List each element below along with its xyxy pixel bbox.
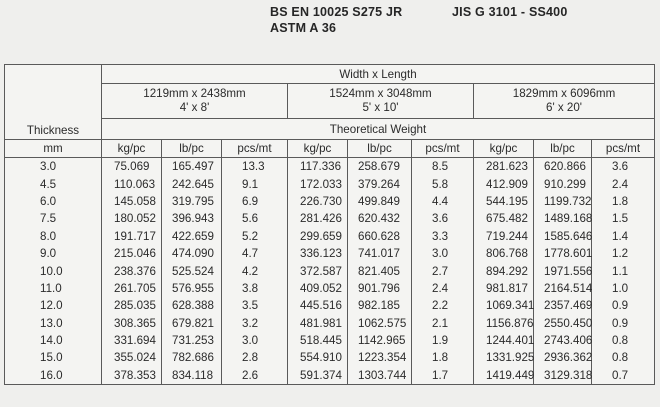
weight-cell: 2936.362 bbox=[534, 349, 592, 366]
weight-cell: 1.2 bbox=[592, 245, 655, 262]
thickness-cell: 3.0 bbox=[5, 158, 102, 176]
table-row bbox=[5, 315, 655, 332]
unit-header: pcs/mt bbox=[592, 140, 655, 158]
weight-cell: 675.482 bbox=[474, 210, 534, 227]
size-metric: 1524mm x 3048mm bbox=[329, 87, 432, 100]
weight-cell: 372.587 bbox=[288, 262, 348, 279]
thickness-cell: 7.5 bbox=[5, 210, 102, 227]
weight-cell: 1.0 bbox=[592, 280, 655, 297]
weight-cell: 110.063 bbox=[102, 175, 162, 192]
weight-cell: 719.244 bbox=[474, 228, 534, 245]
thickness-cell: 4.5 bbox=[5, 175, 102, 192]
weight-cell: 474.090 bbox=[162, 245, 222, 262]
unit-header: pcs/mt bbox=[412, 140, 474, 158]
weight-cell: 258.679 bbox=[348, 158, 412, 176]
weight-cell: 2743.406 bbox=[534, 332, 592, 349]
weight-cell: 982.185 bbox=[348, 297, 412, 314]
weight-cell: 180.052 bbox=[102, 210, 162, 227]
weight-cell: 238.376 bbox=[102, 262, 162, 279]
weight-cell: 554.910 bbox=[288, 349, 348, 366]
weight-cell: 422.659 bbox=[162, 228, 222, 245]
weight-cell: 1244.401 bbox=[474, 332, 534, 349]
weight-cell: 2.1 bbox=[412, 315, 474, 332]
weight-cell: 1223.354 bbox=[348, 349, 412, 366]
table-row bbox=[5, 210, 655, 227]
thickness-cell: 10.0 bbox=[5, 262, 102, 279]
weight-cell: 2164.514 bbox=[534, 280, 592, 297]
unit-header: pcs/mt bbox=[222, 140, 288, 158]
weight-cell: 396.943 bbox=[162, 210, 222, 227]
weight-cell: 336.123 bbox=[288, 245, 348, 262]
size-header-1 bbox=[102, 84, 288, 119]
table-row bbox=[5, 332, 655, 349]
weight-cell: 3.3 bbox=[412, 228, 474, 245]
weight-cell: 1331.925 bbox=[474, 349, 534, 366]
table-row bbox=[5, 193, 655, 210]
weight-cell: 0.9 bbox=[592, 315, 655, 332]
weight-cell: 981.817 bbox=[474, 280, 534, 297]
weight-cell: 4.2 bbox=[222, 262, 288, 279]
weight-cell: 821.405 bbox=[348, 262, 412, 279]
weight-cell: 4.4 bbox=[412, 193, 474, 210]
weight-cell: 2.8 bbox=[222, 349, 288, 366]
weight-cell: 1489.168 bbox=[534, 210, 592, 227]
weight-cell: 499.849 bbox=[348, 193, 412, 210]
weight-cell: 226.730 bbox=[288, 193, 348, 210]
weight-cell: 1199.732 bbox=[534, 193, 592, 210]
standard-bs-en: BS EN 10025 S275 JR bbox=[270, 5, 403, 19]
thickness-cell: 12.0 bbox=[5, 297, 102, 314]
weight-cell: 544.195 bbox=[474, 193, 534, 210]
weight-cell: 319.795 bbox=[162, 193, 222, 210]
weight-cell: 1.1 bbox=[592, 262, 655, 279]
weight-cell: 191.717 bbox=[102, 228, 162, 245]
weight-cell: 13.3 bbox=[222, 158, 288, 176]
weight-cell: 2.6 bbox=[222, 367, 288, 385]
weight-cell: 165.497 bbox=[162, 158, 222, 176]
weight-cell: 281.426 bbox=[288, 210, 348, 227]
weight-cell: 4.7 bbox=[222, 245, 288, 262]
weight-cell: 285.035 bbox=[102, 297, 162, 314]
weight-cell: 481.981 bbox=[288, 315, 348, 332]
weight-cell: 3.5 bbox=[222, 297, 288, 314]
weight-cell: 215.046 bbox=[102, 245, 162, 262]
thickness-cell: 14.0 bbox=[5, 332, 102, 349]
table-row bbox=[5, 367, 655, 385]
weight-cell: 1303.744 bbox=[348, 367, 412, 385]
weight-cell: 1142.965 bbox=[348, 332, 412, 349]
weight-cell: 834.118 bbox=[162, 367, 222, 385]
weight-cell: 679.821 bbox=[162, 315, 222, 332]
weight-cell: 660.628 bbox=[348, 228, 412, 245]
weight-cell: 782.686 bbox=[162, 349, 222, 366]
steel-plate-weight-table bbox=[4, 64, 655, 385]
weight-cell: 2.7 bbox=[412, 262, 474, 279]
weight-cell: 1156.876 bbox=[474, 315, 534, 332]
weight-cell: 1.4 bbox=[592, 228, 655, 245]
weight-cell: 806.768 bbox=[474, 245, 534, 262]
weight-cell: 0.7 bbox=[592, 367, 655, 385]
standard-astm: ASTM A 36 bbox=[270, 21, 337, 35]
weight-cell: 731.253 bbox=[162, 332, 222, 349]
unit-header: kg/pc bbox=[474, 140, 534, 158]
thickness-cell: 15.0 bbox=[5, 349, 102, 366]
weight-cell: 379.264 bbox=[348, 175, 412, 192]
weight-cell: 2357.469 bbox=[534, 297, 592, 314]
weight-cell: 620.432 bbox=[348, 210, 412, 227]
weight-cell: 75.069 bbox=[102, 158, 162, 176]
weight-cell: 2.4 bbox=[592, 175, 655, 192]
size-metric: 1829mm x 6096mm bbox=[512, 87, 616, 100]
thickness-cell: 11.0 bbox=[5, 280, 102, 297]
thickness-cell: 6.0 bbox=[5, 193, 102, 210]
weight-cell: 2.4 bbox=[412, 280, 474, 297]
theoretical-weight-header: Theoretical Weight bbox=[102, 119, 655, 140]
weight-cell: 3.8 bbox=[222, 280, 288, 297]
unit-header: lb/pc bbox=[162, 140, 222, 158]
weight-cell: 5.2 bbox=[222, 228, 288, 245]
table-row bbox=[5, 349, 655, 366]
standard-jis: JIS G 3101 - SS400 bbox=[452, 5, 568, 19]
weight-cell: 525.524 bbox=[162, 262, 222, 279]
weight-cell: 3.2 bbox=[222, 315, 288, 332]
size-header-3 bbox=[474, 84, 655, 119]
table-row bbox=[5, 175, 655, 192]
thickness-unit: mm bbox=[5, 140, 102, 158]
weight-cell: 1585.646 bbox=[534, 228, 592, 245]
weight-cell: 1.7 bbox=[412, 367, 474, 385]
weight-cell: 741.017 bbox=[348, 245, 412, 262]
weight-cell: 1971.556 bbox=[534, 262, 592, 279]
unit-header: kg/pc bbox=[288, 140, 348, 158]
table-row bbox=[5, 297, 655, 314]
weight-cell: 628.388 bbox=[162, 297, 222, 314]
weight-cell: 5.8 bbox=[412, 175, 474, 192]
weight-cell: 2.2 bbox=[412, 297, 474, 314]
weight-cell: 901.796 bbox=[348, 280, 412, 297]
weight-cell: 145.058 bbox=[102, 193, 162, 210]
size-imperial: 6' x 20' bbox=[546, 101, 583, 114]
unit-header: lb/pc bbox=[534, 140, 592, 158]
weight-cell: 620.866 bbox=[534, 158, 592, 176]
weight-cell: 6.9 bbox=[222, 193, 288, 210]
weight-cell: 5.6 bbox=[222, 210, 288, 227]
weight-cell: 576.955 bbox=[162, 280, 222, 297]
size-imperial: 5' x 10' bbox=[362, 101, 399, 114]
weight-cell: 1.8 bbox=[412, 349, 474, 366]
weight-cell: 445.516 bbox=[288, 297, 348, 314]
weight-cell: 117.336 bbox=[288, 158, 348, 176]
weight-cell: 8.5 bbox=[412, 158, 474, 176]
size-imperial: 4' x 8' bbox=[179, 101, 210, 114]
weight-cell: 308.365 bbox=[102, 315, 162, 332]
unit-header: kg/pc bbox=[102, 140, 162, 158]
table-row bbox=[5, 280, 655, 297]
weight-cell: 3.0 bbox=[222, 332, 288, 349]
thickness-header: Thickness bbox=[5, 65, 102, 140]
weight-cell: 910.299 bbox=[534, 175, 592, 192]
weight-cell: 409.052 bbox=[288, 280, 348, 297]
weight-cell: 1.9 bbox=[412, 332, 474, 349]
weight-cell: 261.705 bbox=[102, 280, 162, 297]
weight-cell: 518.445 bbox=[288, 332, 348, 349]
table-row bbox=[5, 228, 655, 245]
weight-cell: 1.8 bbox=[592, 193, 655, 210]
weight-cell: 299.659 bbox=[288, 228, 348, 245]
unit-header: lb/pc bbox=[348, 140, 412, 158]
weight-cell: 1.5 bbox=[592, 210, 655, 227]
weight-cell: 355.024 bbox=[102, 349, 162, 366]
weight-cell: 1069.341 bbox=[474, 297, 534, 314]
weight-cell: 9.1 bbox=[222, 175, 288, 192]
weight-cell: 172.033 bbox=[288, 175, 348, 192]
weight-cell: 412.909 bbox=[474, 175, 534, 192]
size-metric: 1219mm x 2438mm bbox=[143, 87, 246, 100]
weight-cell: 3.6 bbox=[592, 158, 655, 176]
thickness-cell: 9.0 bbox=[5, 245, 102, 262]
table-row bbox=[5, 158, 655, 176]
size-header-2 bbox=[288, 84, 474, 119]
weight-cell: 1062.575 bbox=[348, 315, 412, 332]
weight-cell: 3.6 bbox=[412, 210, 474, 227]
table-row bbox=[5, 262, 655, 279]
weight-cell: 0.9 bbox=[592, 297, 655, 314]
standards-header bbox=[0, 5, 660, 45]
weight-cell: 894.292 bbox=[474, 262, 534, 279]
weight-cell: 1419.449 bbox=[474, 367, 534, 385]
weight-cell: 2550.450 bbox=[534, 315, 592, 332]
weight-cell: 242.645 bbox=[162, 175, 222, 192]
weight-cell: 3.0 bbox=[412, 245, 474, 262]
thickness-cell: 13.0 bbox=[5, 315, 102, 332]
weight-cell: 1778.601 bbox=[534, 245, 592, 262]
thickness-cell: 8.0 bbox=[5, 228, 102, 245]
weight-cell: 591.374 bbox=[288, 367, 348, 385]
weight-cell: 331.694 bbox=[102, 332, 162, 349]
weight-cell: 0.8 bbox=[592, 349, 655, 366]
weight-cell: 3129.318 bbox=[534, 367, 592, 385]
table-row bbox=[5, 245, 655, 262]
weight-cell: 281.623 bbox=[474, 158, 534, 176]
weight-cell: 378.353 bbox=[102, 367, 162, 385]
thickness-cell: 16.0 bbox=[5, 367, 102, 385]
width-length-header: Width x Length bbox=[102, 65, 655, 84]
weight-cell: 0.8 bbox=[592, 332, 655, 349]
